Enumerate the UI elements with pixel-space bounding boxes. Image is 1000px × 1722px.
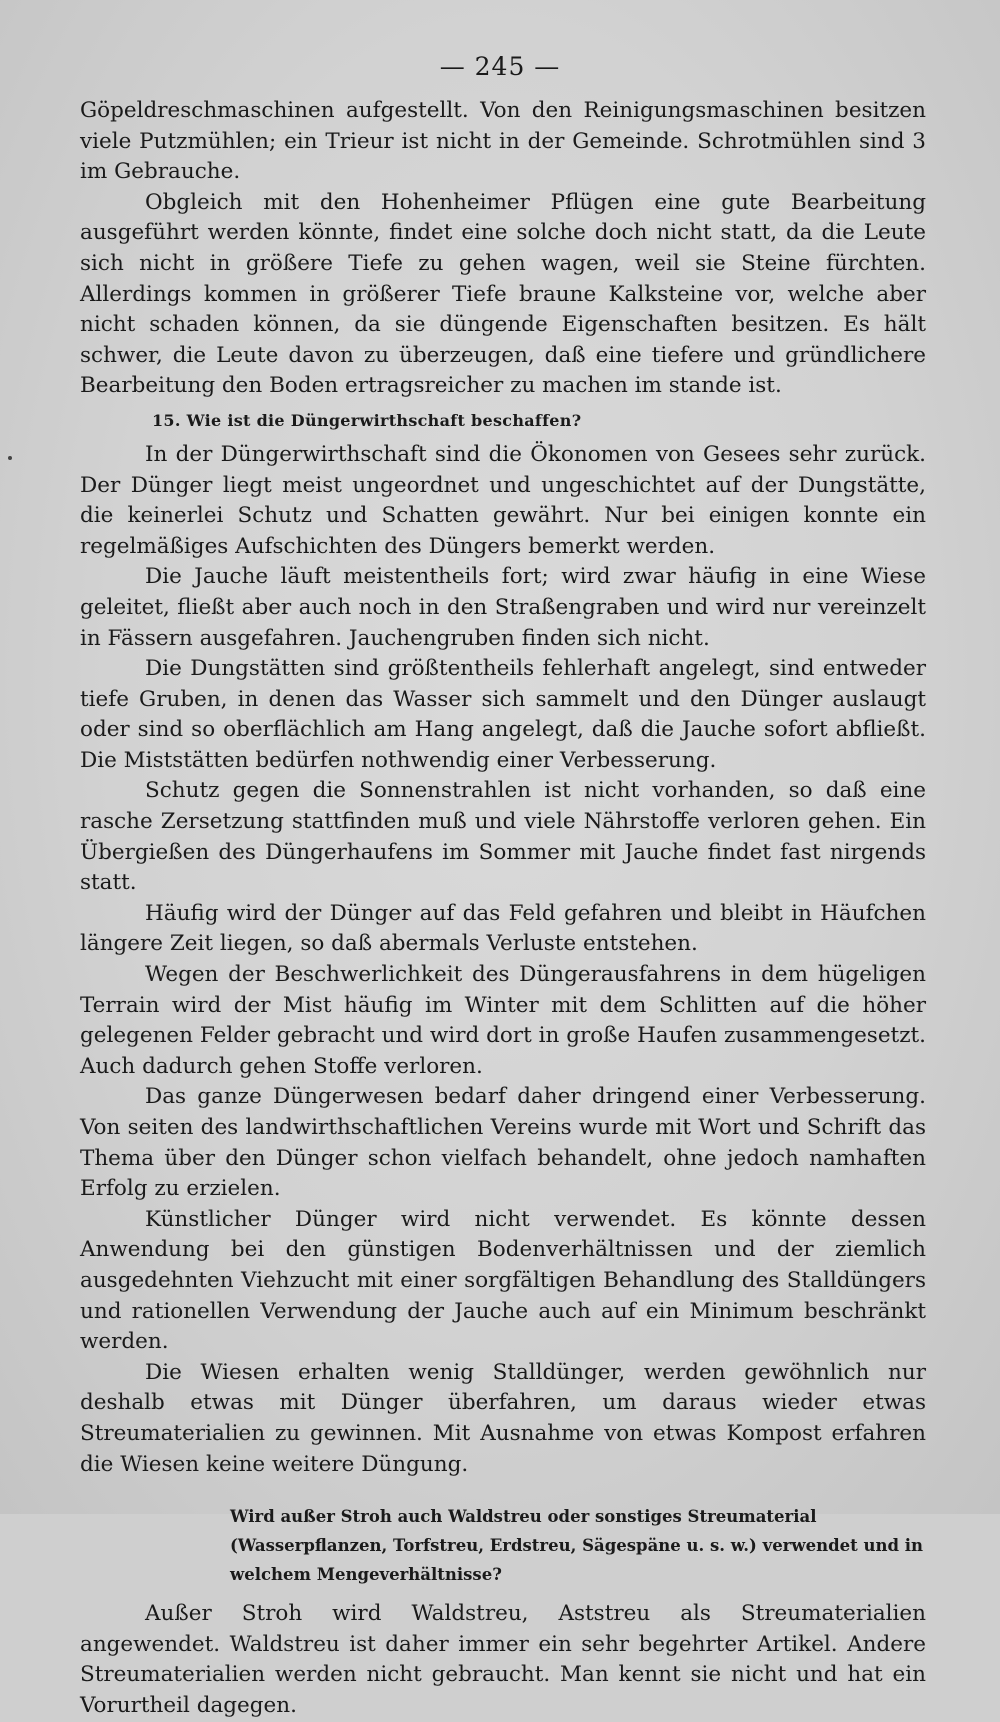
page-body: [80, 96, 926, 1722]
paragraph-10: Künstlicher Dünger wird nicht verwendet. Es könnte dessen Anwendung bei den günstigen Bodenverhältnissen und der ziemlich ausgedehnten Viehzucht mit einer sorgfältigen Behandlung des Stalldüngers und rationellen Verwendung der Jauche auch auf ein Minimum beschränkt werden.: [80, 1206, 926, 1355]
paragraph-9: Das ganze Düngerwesen bedarf daher dringend einer Verbesserung. Von seiten des landwirthschaftlichen Vereins wurde mit Wort und Schrift das Thema über den Dünger schon vielfach behandelt, ohne jedoch namhaften Erfolg zu erzielen.: [80, 1084, 926, 1202]
question-heading-15: 15. Wie ist die Düngerwirthschaft beschaffen?: [152, 410, 582, 430]
question-heading-streumaterial: Wird außer Stroh auch Waldstreu oder sonstiges Streumaterial (Wasserpflanzen, Torfstreu, Erdstreu, Sägespäne u. s. w.) verwendet und in welchem Mengeverhältnisse?: [230, 1507, 924, 1585]
paragraph-2: Obgleich mit den Hohenheimer Pflügen eine gute Bearbeitung ausgeführt werden könnte, findet eine solche doch nicht statt, da die Leute sich nicht in größere Tiefe zu gehen wagen, weil sie Steine fürchten. Allerdings kommen in größerer Tiefe braune Kalksteine vor, welche aber nicht schaden können, da sie düngende Eigenschaften besitzen. Es hält schwer, die Leute davon zu überzeugen, daß eine tiefere und gründlichere Bearbeitung den Boden ertragsreicher zu machen im stande ist.: [80, 189, 926, 399]
paragraph-1: Göpeldreschmaschinen aufgestellt. Von den Reinigungsmaschinen besitzen viele Putzmühlen; ein Trieur ist nicht in der Gemeinde. Schrotmühlen sind 3 im Gebrauche.: [80, 98, 926, 185]
paragraph-7: Häufig wird der Dünger auf das Feld gefahren und bleibt in Häufchen längere Zeit liegen, so daß abermals Verluste entstehen.: [80, 900, 926, 957]
paragraph-11: Die Wiesen erhalten wenig Stalldünger, werden gewöhnlich nur deshalb etwas mit Dünger überfahren, um daraus wieder etwas Streumaterialien zu gewinnen. Mit Ausnahme von etwas Kompost erfahren die Wiesen keine weitere Düngung.: [80, 1359, 926, 1477]
paragraph-12: Außer Stroh wird Waldstreu, Aststreu als Streumaterialien angewendet. Waldstreu ist daher immer ein sehr begehrter Artikel. Andere Streumaterialien werden nicht gebraucht. Man kennt sie nicht und hat ein Vorurtheil dagegen.: [80, 1601, 926, 1718]
paragraph-5: Die Dungstätten sind größtentheils fehlerhaft angelegt, sind entweder tiefe Gruben, in denen das Wasser sich sammelt und den Dünger auslaugt oder sind so oberflächlich am Hang angelegt, daß die Jauche sofort abfließt. Die Miststätten bedürfen nothwendig einer Verbesserung.: [80, 656, 926, 773]
paragraph-4: Die Jauche läuft meistentheils fort; wird zwar häufig in eine Wiese geleitet, fließt aber auch noch in den Straßengraben und wird nur vereinzelt in Fässern ausgefahren. Jauchengruben finden sich nicht.: [80, 564, 926, 651]
page-number: — 245 —: [439, 52, 561, 81]
paragraph-8: Wegen der Beschwerlichkeit des Düngerausfahrens in dem hügeligen Terrain wird der Mist häufig im Winter mit dem Schlitten auf die höher gelegenen Felder gebracht und wird dort in große Haufen zusammengesetzt. Auch dadurch gehen Stoffe verloren.: [80, 962, 926, 1079]
paragraph-6: Schutz gegen die Sonnenstrahlen ist nicht vorhanden, so daß eine rasche Zersetzung stattfinden muß und viele Nährstoffe verloren gehen. Ein Übergießen des Düngerhaufens im Sommer mit Jauche findet fast nirgends statt.: [80, 778, 926, 896]
paragraph-3: In der Düngerwirthschaft sind die Ökonomen von Gesees sehr zurück. Der Dünger liegt meist ungeordnet und ungeschichtet auf der Dungstätte, die keinerlei Schutz und Schatten gewährt. Nur bei einigen konnte ein regelmäßiges Aufschichten des Düngers bemerkt werden.: [80, 441, 926, 559]
scan-speck: [8, 456, 12, 460]
